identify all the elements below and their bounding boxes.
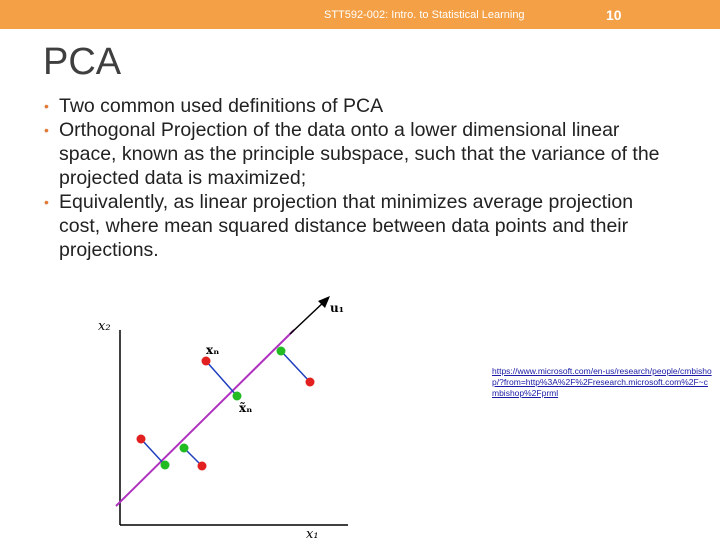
projection-connector bbox=[206, 361, 237, 396]
projected-point bbox=[161, 461, 170, 470]
bullet-dot-icon: • bbox=[44, 122, 49, 138]
projection-connector bbox=[141, 439, 165, 465]
slide-number: 10 bbox=[606, 7, 622, 23]
x-axis-label: x₁ bbox=[306, 527, 319, 540]
bullet-list bbox=[44, 94, 664, 262]
direction-label: u₁ bbox=[330, 301, 344, 315]
pca-projection-figure bbox=[94, 292, 354, 540]
bullet-item bbox=[44, 190, 664, 262]
bullet-item bbox=[44, 118, 664, 190]
bullet-text: Orthogonal Projection of the data onto a lower dimensional linear space, known as the principle subspace, such that the variance of the projected data is maximized; bbox=[59, 119, 660, 189]
projected-point bbox=[180, 444, 189, 453]
y-axis-label: x₂ bbox=[98, 319, 111, 334]
bullet-dot-icon: • bbox=[44, 98, 49, 114]
data-point bbox=[202, 357, 211, 366]
projection-label: x̃ₙ bbox=[239, 401, 253, 415]
data-point bbox=[306, 378, 315, 387]
bullet-text: Equivalently, as linear projection that minimizes average projection cost, where mean squared distance between data points and their projections. bbox=[59, 191, 634, 261]
projected-point bbox=[277, 347, 286, 356]
direction-arrow bbox=[290, 300, 326, 334]
principal-subspace-line bbox=[116, 330, 294, 506]
reference-link[interactable]: https://www.microsoft.com/en-us/research/people/cmbishop/?from=http%3A%2F%2Fresearch.microsoft.com%2F~cmbishop%2Fprml bbox=[492, 366, 712, 398]
course-title: STT592-002: Intro. to Statistical Learning bbox=[324, 9, 525, 21]
data-point bbox=[137, 435, 146, 444]
bullet-item bbox=[44, 94, 664, 118]
projected-point bbox=[233, 392, 242, 401]
bullet-text: Two common used definitions of PCA bbox=[59, 95, 384, 117]
data-point-label: xₙ bbox=[206, 343, 220, 357]
slide-title: PCA bbox=[43, 41, 122, 83]
header-bar bbox=[0, 0, 720, 29]
projection-connector bbox=[281, 351, 310, 382]
bullet-dot-icon: • bbox=[44, 194, 49, 210]
data-point bbox=[198, 462, 207, 471]
